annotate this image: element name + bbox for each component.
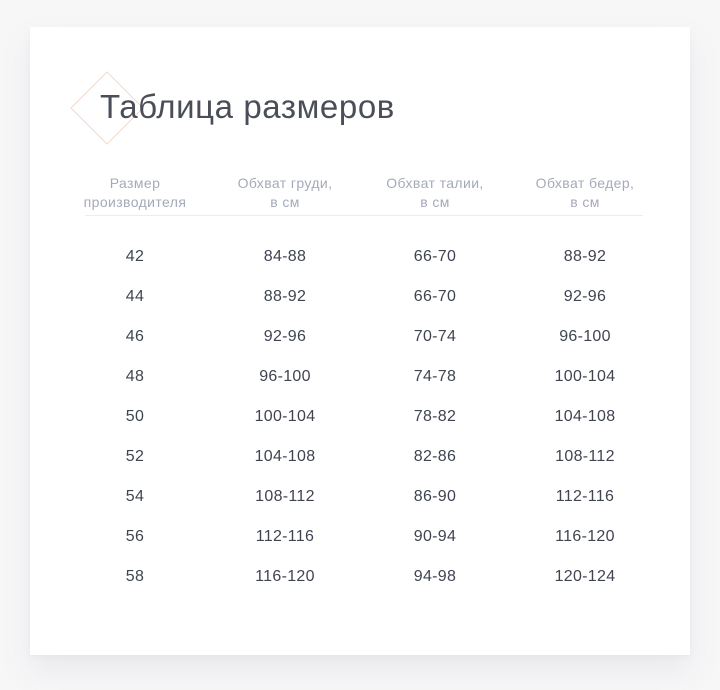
cell-chest: 116-120	[255, 568, 315, 585]
column-header-line: производителя	[83, 194, 187, 210]
column-header-line: в см	[270, 194, 300, 210]
cell-waist: 74-78	[413, 368, 457, 385]
cell-size: 58	[125, 568, 145, 585]
cell-waist: 86-90	[413, 488, 457, 505]
cell-size: 42	[125, 248, 145, 265]
cell-chest: 92-96	[263, 328, 307, 345]
cell-waist: 66-70	[413, 248, 457, 265]
cell-hips: 92-96	[563, 288, 607, 305]
column-header-line: Обхват груди,	[237, 175, 333, 191]
cell-hips: 120-124	[554, 568, 616, 585]
cell-waist: 94-98	[413, 568, 457, 585]
cell-chest: 84-88	[263, 248, 307, 265]
cell-chest: 96-100	[259, 368, 311, 385]
column-header-line: Размер	[109, 175, 161, 191]
cell-size: 54	[125, 488, 145, 505]
cell-size: 44	[125, 288, 145, 305]
table-row	[60, 317, 660, 357]
cell-waist: 90-94	[413, 528, 457, 545]
column-header-waist	[360, 174, 510, 212]
table-row	[60, 397, 660, 437]
cell-waist: 78-82	[413, 408, 457, 425]
cell-hips: 108-112	[555, 448, 615, 465]
cell-hips: 104-108	[554, 408, 616, 425]
size-chart-card	[30, 27, 690, 655]
column-header-line: Обхват талии,	[386, 175, 484, 191]
cell-size: 48	[125, 368, 145, 385]
column-header-hips	[510, 174, 660, 212]
cell-hips: 88-92	[563, 248, 607, 265]
cell-waist: 70-74	[413, 328, 457, 345]
cell-chest: 108-112	[255, 488, 315, 505]
cell-size: 46	[125, 328, 145, 345]
column-header-line: в см	[420, 194, 450, 210]
cell-hips: 96-100	[559, 328, 611, 345]
column-header-line: в см	[570, 194, 600, 210]
cell-size: 52	[125, 448, 145, 465]
cell-chest: 112-116	[255, 528, 315, 545]
cell-hips: 112-116	[555, 488, 615, 505]
table-row	[60, 437, 660, 477]
table-row	[60, 277, 660, 317]
table-header-row	[60, 174, 660, 212]
cell-waist: 82-86	[413, 448, 457, 465]
cell-chest: 100-104	[254, 408, 316, 425]
table-row	[60, 557, 660, 597]
title-block	[30, 27, 690, 147]
cell-waist: 66-70	[413, 288, 457, 305]
column-header-manufacturer-size	[60, 174, 210, 212]
cell-hips: 116-120	[555, 528, 615, 545]
cell-size: 56	[125, 528, 145, 545]
cell-chest: 104-108	[254, 448, 316, 465]
column-header-chest	[210, 174, 360, 212]
cell-hips: 100-104	[554, 368, 616, 385]
cell-size: 50	[125, 408, 145, 425]
table-row	[60, 477, 660, 517]
page-title: Таблица размеров	[100, 88, 395, 125]
header-divider	[85, 215, 643, 216]
column-header-line: Обхват бедер,	[535, 175, 635, 191]
table-body	[60, 237, 660, 597]
table-row	[60, 357, 660, 397]
cell-chest: 88-92	[263, 288, 307, 305]
table-row	[60, 517, 660, 557]
table-row	[60, 237, 660, 277]
